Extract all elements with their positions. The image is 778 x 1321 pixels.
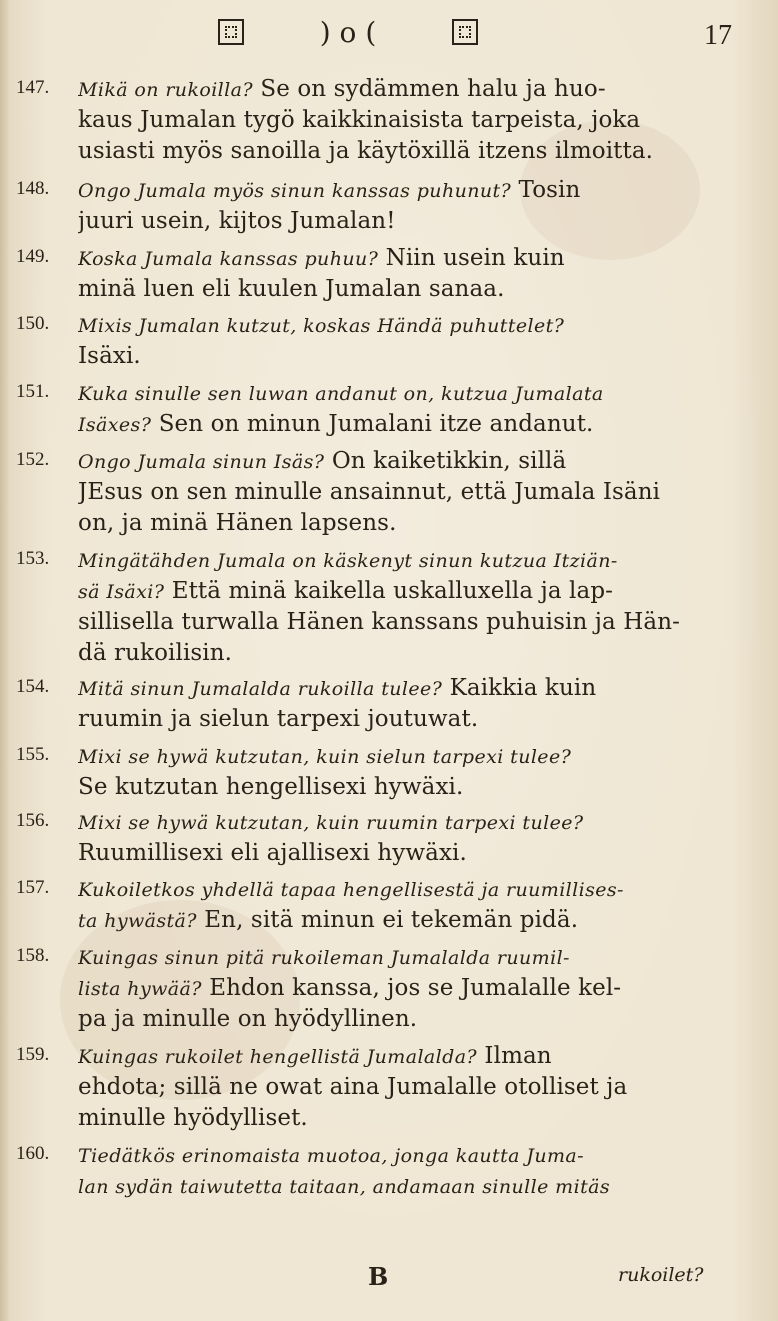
entry [16, 741, 766, 803]
entry [16, 74, 766, 167]
answer-text: Ruumillisexi eli ajallisexi hywäxi. [78, 840, 467, 866]
page-footer [0, 1262, 778, 1302]
entry [16, 175, 766, 237]
answer-text: JEsus on sen minulle ansainnut, että Jumala Isäni [78, 479, 661, 505]
entry-line [78, 838, 766, 869]
answer-text: Ehdon kanssa, jos se Jumalalle kel- [201, 975, 622, 1001]
entry-line [78, 274, 766, 305]
entry-line [78, 942, 766, 973]
question-text: Isäxes? [78, 414, 152, 436]
entry-line [78, 341, 766, 372]
entry-number: 160. [16, 1143, 50, 1164]
entry [16, 673, 766, 735]
page-header [0, 14, 778, 54]
ornament-right-icon [452, 19, 478, 45]
question-text: Kuingas rukoilet hengellistä Jumalalda? [78, 1046, 478, 1068]
entry-line [78, 206, 766, 237]
question-text: Tiedätkös erinomaista muotoa, jonga kautta Juma- [78, 1145, 584, 1167]
entry-line [78, 673, 766, 704]
entry-number: 158. [16, 945, 50, 966]
question-text: Kuingas sinun pitä rukoileman Jumalalda ruumil- [78, 947, 570, 969]
entry-number: 152. [16, 449, 50, 470]
entry-number: 154. [16, 676, 50, 697]
entry [16, 378, 766, 440]
entry-line [78, 905, 766, 936]
entry [16, 243, 766, 305]
entry-line [78, 1103, 766, 1134]
entry [16, 1140, 766, 1202]
entry-line [78, 508, 766, 539]
entry-line [78, 1004, 766, 1035]
entry-number: 150. [16, 313, 50, 334]
answer-text: Se kutzutan hengellisexi hywäxi. [78, 774, 464, 800]
entry-line [78, 741, 766, 772]
answer-text: pa ja minulle on hyödyllinen. [78, 1006, 418, 1032]
question-text: sä Isäxi? [78, 581, 165, 603]
entry-line [78, 105, 766, 136]
answer-text: Niin usein kuin [378, 245, 565, 271]
question-text: Kuka sinulle sen luwan andanut on, kutzua Jumalata [78, 383, 604, 405]
entry [16, 1041, 766, 1134]
question-text: Kukoiletkos yhdellä tapaa hengellisestä ja ruumillises- [78, 879, 624, 901]
entry-line [78, 1072, 766, 1103]
question-text: Koska Jumala kanssas puhuu? [78, 248, 379, 270]
page-spine-shadow [0, 0, 10, 1321]
answer-text: Tosin [511, 177, 581, 203]
entry-line [78, 973, 766, 1004]
entry-number: 147. [16, 77, 50, 98]
answer-text: juuri usein, kijtos Jumalan! [78, 208, 396, 234]
answer-text: Kaikkia kuin [442, 675, 597, 701]
question-text: Mixi se hywä kutzutan, kuin ruumin tarpexi tulee? [78, 812, 584, 834]
question-text: Mitä sinun Jumalalda rukoilla tulee? [78, 678, 443, 700]
entry [16, 545, 766, 669]
answer-text: Ilman [477, 1043, 552, 1069]
entry-line [78, 1171, 766, 1202]
question-text: Ongo Jumala sinun Isäs? [78, 451, 325, 473]
answer-text: Isäxi. [78, 343, 141, 369]
entry-line [78, 310, 766, 341]
question-text: Mixi se hywä kutzutan, kuin sielun tarpexi tulee? [78, 746, 572, 768]
entry [16, 446, 766, 539]
entry-line [78, 807, 766, 838]
question-text: ta hywästä? [78, 910, 197, 932]
entry-line [78, 772, 766, 803]
entry-number: 159. [16, 1044, 50, 1065]
entry-line [78, 545, 766, 576]
entry-number: 153. [16, 548, 50, 569]
entry-line [78, 607, 766, 638]
entry-number: 155. [16, 744, 50, 765]
question-text: Mingätähden Jumala on käskenyt sinun kutzua Itziän- [78, 550, 618, 572]
ornament-text: ) o ( [319, 15, 377, 49]
answer-text: minä luen eli kuulen Jumalan sanaa. [78, 276, 505, 302]
question-text: Ongo Jumala myös sinun kanssas puhunut? [78, 180, 512, 202]
answer-text: sillisella turwalla Hänen kanssans puhuisin ja Hän- [78, 609, 680, 635]
entry-number: 151. [16, 381, 50, 402]
question-text: lan sydän taiwutetta taitaan, andamaan sinulle mitäs [78, 1176, 610, 1198]
answer-text: minulle hyödylliset. [78, 1105, 308, 1131]
question-text: lista hywää? [78, 978, 202, 1000]
answer-text: on, ja minä Hänen lapsens. [78, 510, 397, 536]
entry-line [78, 446, 766, 477]
entry-line [78, 378, 766, 409]
signature-mark: B [368, 1262, 389, 1291]
answer-text: On kaiketikkin, sillä [324, 448, 567, 474]
answer-text: Että minä kaikella uskalluxella ja lap- [164, 578, 614, 604]
question-text: Mixis Jumalan kutzut, koskas Händä puhuttelet? [78, 315, 565, 337]
question-text: Mikä on rukoilla? [78, 79, 253, 101]
entry-line [78, 1140, 766, 1171]
entry-line [78, 74, 766, 105]
answer-text: usiasti myös sanoilla ja käytöxillä itzens ilmoitta. [78, 138, 654, 164]
entry [16, 942, 766, 1035]
answer-text: Se on sydämmen halu ja huo- [252, 76, 606, 102]
answer-text: Sen on minun Jumalani itze andanut. [151, 411, 594, 437]
entry-line [78, 1041, 766, 1072]
entry [16, 310, 766, 372]
answer-text: ehdota; sillä ne owat aina Jumalalle otolliset ja [78, 1074, 628, 1100]
entry-number: 149. [16, 246, 50, 267]
entry [16, 807, 766, 869]
entry-line [78, 477, 766, 508]
page-number: 17 [704, 20, 732, 51]
ornament-left-icon [218, 19, 244, 45]
entry-line [78, 175, 766, 206]
answer-text: kaus Jumalan tygö kaikkinaisista tarpeista, joka [78, 107, 641, 133]
entry-number: 148. [16, 178, 50, 199]
catechism-entries [16, 70, 766, 1202]
entry-line [78, 576, 766, 607]
answer-text: ruumin ja sielun tarpexi joutuwat. [78, 706, 479, 732]
header-ornament [218, 14, 478, 50]
catchword: rukoilet? [618, 1264, 704, 1286]
entry-line [78, 704, 766, 735]
answer-text: En, sitä minun ei tekemän pidä. [196, 907, 579, 933]
answer-text: dä rukoilisin. [78, 640, 233, 666]
entry-line [78, 136, 766, 167]
entry-number: 157. [16, 877, 50, 898]
entry-line [78, 874, 766, 905]
entry-line [78, 638, 766, 669]
entry-number: 156. [16, 810, 50, 831]
entry [16, 874, 766, 936]
entry-line [78, 409, 766, 440]
entry-line [78, 243, 766, 274]
